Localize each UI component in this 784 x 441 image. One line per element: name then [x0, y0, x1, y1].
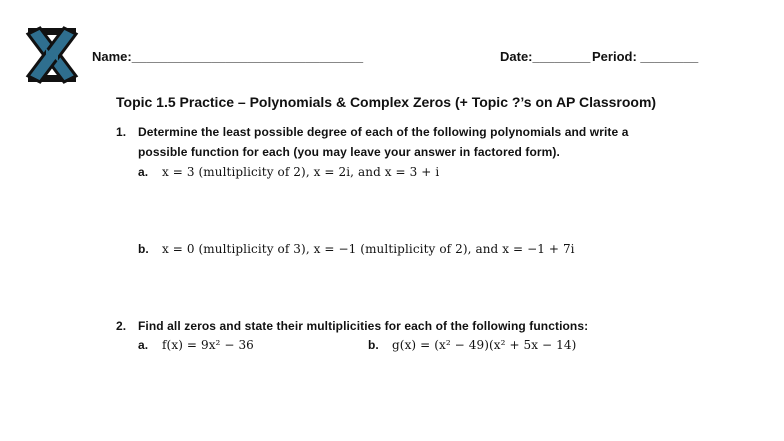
worksheet-title: Topic 1.5 Practice – Polynomials & Complex Zeros (+ Topic ?’s on AP Classroom) [116, 94, 657, 110]
question-1-line-2: possible function for each (you may leave your answer in factored form). [138, 145, 560, 159]
date-field: Date:________ [500, 49, 591, 64]
question-2b-text: g(x) = (x² − 49)(x² + 5x − 14) [392, 338, 577, 352]
question-1b-label: b. [138, 242, 149, 256]
question-1-number: 1. [116, 125, 127, 139]
question-1b [138, 242, 575, 256]
question-2a-text: f(x) = 9x² − 36 [162, 338, 254, 352]
question-2-text: Find all zeros and state their multiplicities for each of the following functions: [138, 319, 589, 333]
question-1a-label: a. [138, 165, 149, 179]
question-2a-label: a. [138, 338, 149, 352]
question-2-number: 2. [116, 319, 127, 333]
question-1b-text: x = 0 (multiplicity of 3), x = −1 (multiplicity of 2), and x = −1 + 7i [162, 242, 575, 256]
question-1a-text: x = 3 (multiplicity of 2), x = 2i, and x = 3 + i [162, 165, 440, 179]
x-logo-icon [22, 24, 82, 86]
question-1-line-1: Determine the least possible degree of each of the following polynomials and write a [138, 125, 629, 139]
question-2a [138, 338, 254, 352]
question-2b-label: b. [368, 338, 379, 352]
question-1a [138, 165, 439, 179]
name-field: Name:________________________________ [92, 49, 364, 64]
question-1 [116, 125, 629, 139]
question-2 [116, 319, 588, 333]
question-2b [368, 338, 576, 352]
period-field: Period: ________ [592, 49, 699, 64]
